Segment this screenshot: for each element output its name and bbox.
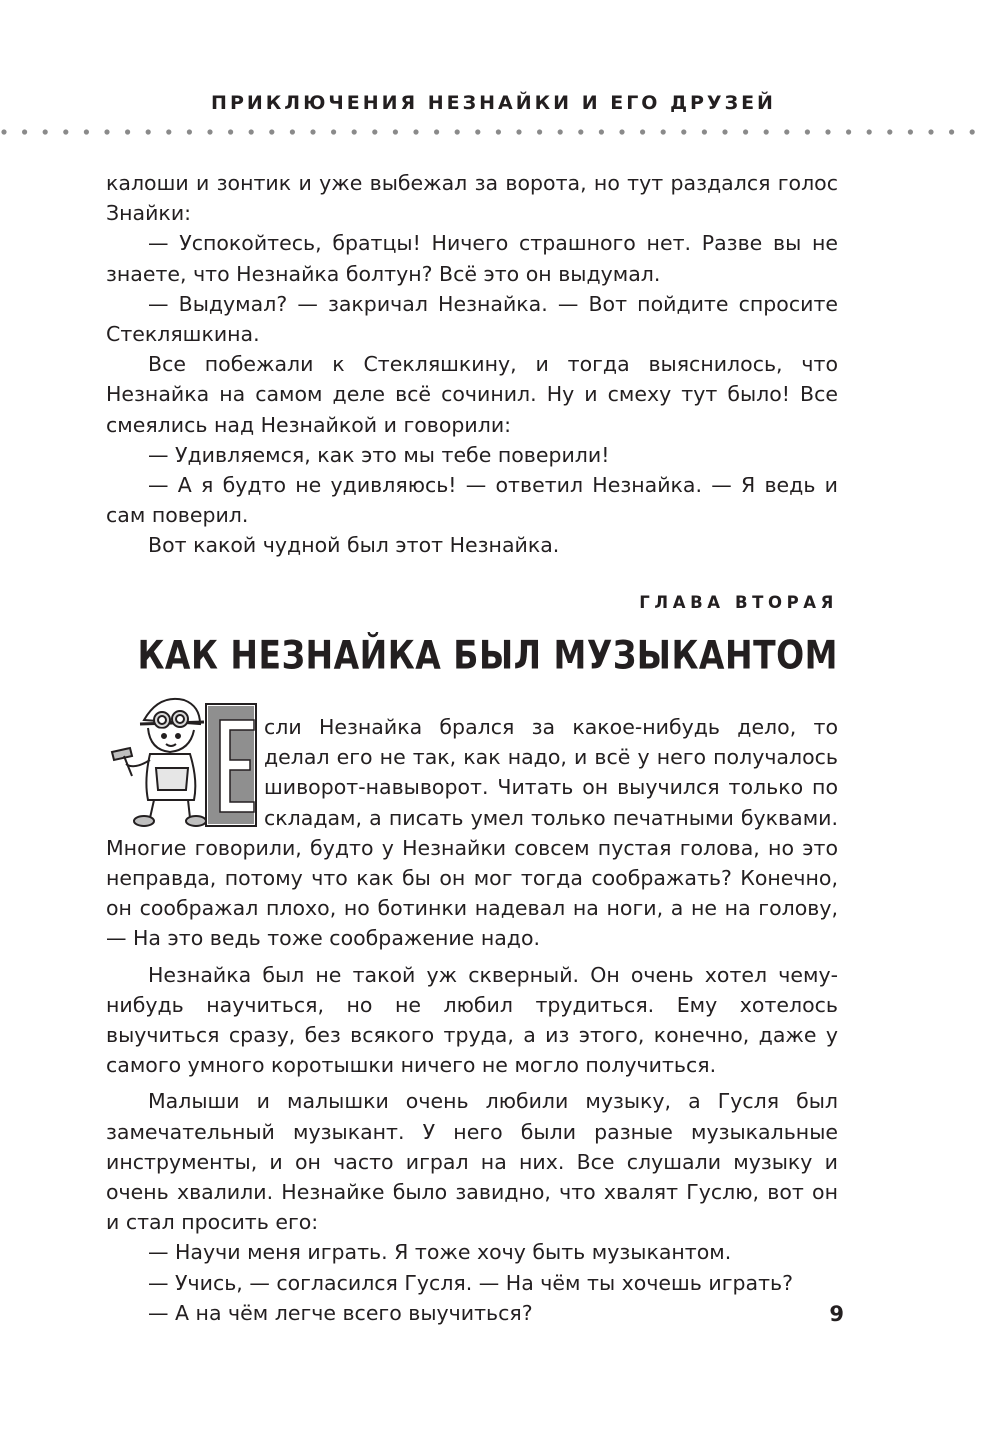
rule-dot bbox=[43, 129, 48, 134]
chapter-label: ГЛАВА ВТОРАЯ bbox=[639, 593, 838, 612]
rule-dot bbox=[331, 129, 336, 134]
rule-dot bbox=[537, 129, 542, 134]
rule-dot bbox=[619, 129, 624, 134]
rule-dot bbox=[187, 129, 192, 134]
rule-dot bbox=[249, 129, 254, 134]
rule-dot bbox=[743, 129, 748, 134]
chapter-title: КАК НЕЗНАЙКА БЫЛ МУЗЫКАНТОМ bbox=[137, 632, 838, 679]
rule-dot bbox=[949, 129, 954, 134]
rule-dot bbox=[784, 129, 789, 134]
paragraph: — Научи меня играть. Я тоже хочу быть музыкантом. bbox=[148, 1240, 732, 1265]
rule-dot bbox=[146, 129, 151, 134]
rule-dot bbox=[475, 129, 480, 134]
rule-dot bbox=[84, 129, 89, 134]
rule-dot bbox=[166, 129, 171, 134]
paragraph: — А на чём легче всего выучиться? bbox=[148, 1300, 533, 1325]
rule-dot bbox=[269, 129, 274, 134]
rule-dot bbox=[104, 129, 109, 134]
rule-dot bbox=[640, 129, 645, 134]
rule-dot bbox=[393, 129, 398, 134]
paragraph: Вот какой чудной был этот Незнайка. bbox=[148, 533, 560, 558]
rule-dot bbox=[578, 129, 583, 134]
drop-cap-letter: Е bbox=[231, 790, 232, 791]
rule-dot bbox=[825, 129, 830, 134]
paragraph: — Учись, — согласился Гусля. — На чём ты хочешь играть? bbox=[148, 1270, 793, 1295]
rule-dot bbox=[908, 129, 913, 134]
rule-dot bbox=[764, 129, 769, 134]
rule-dot bbox=[125, 129, 130, 134]
paragraph: — А я будто не удивляюсь! — ответил Незнайка. — Я ведь и сам поверил. bbox=[106, 473, 838, 528]
rule-dot bbox=[661, 129, 666, 134]
previous-section-text bbox=[106, 168, 838, 561]
chapter-text bbox=[106, 712, 838, 1328]
rule-dot bbox=[63, 129, 68, 134]
paragraph: — Выдумал? — закричал Незнайка. — Вот пойдите спросите Стекляшкина. bbox=[106, 291, 838, 347]
rule-dot bbox=[310, 129, 315, 134]
rule-dot bbox=[558, 129, 563, 134]
page-number: 9 bbox=[829, 1302, 844, 1326]
dropcap-float-space bbox=[106, 714, 264, 830]
rule-dot bbox=[867, 129, 872, 134]
rule-dot bbox=[887, 129, 892, 134]
rule-dot bbox=[599, 129, 604, 134]
paragraph: — Удивляемся, как это мы тебе поверили! bbox=[148, 442, 610, 467]
rule-dot bbox=[970, 129, 975, 134]
rule-dot bbox=[805, 129, 810, 134]
paragraph: сли Незнайка брался за какое-нибудь дело, то делал его не так, как надо, и всё у него получалось шиворот-навыворот. Читать он выучился только по складам, а писать умел только печатными буквами. Многие говорили, будто у Незнайки совсем пустая голова, но это неправда, потому что как бы он мог тогда соображать? Конечно, он соображал плохо, но ботинки надевал на ноги, а не на голову, — На это ведь тоже соображение надо. bbox=[106, 715, 838, 951]
rule-dot bbox=[928, 129, 933, 134]
rule-dot bbox=[413, 129, 418, 134]
paragraph: калоши и зонтик и уже выбежал за ворота, но тут раздался голос Знайки: bbox=[106, 171, 838, 226]
running-head: ПРИКЛЮЧЕНИЯ НЕЗНАЙКИ И ЕГО ДРУЗЕЙ bbox=[211, 92, 776, 114]
rule-dot bbox=[22, 129, 27, 134]
rule-dot bbox=[372, 129, 377, 134]
rule-dot bbox=[496, 129, 501, 134]
rule-dot bbox=[722, 129, 727, 134]
rule-dot bbox=[846, 129, 851, 134]
rule-dot bbox=[681, 129, 686, 134]
paragraph: — Успокойтесь, братцы! Ничего страшного нет. Разве вы не знаете, что Незнайка болтун? Всё это он выдумал. bbox=[106, 231, 838, 286]
rule-dot bbox=[434, 129, 439, 134]
rule-dot bbox=[352, 129, 357, 134]
rule-dot bbox=[702, 129, 707, 134]
rule-dot bbox=[207, 129, 212, 134]
paragraph: Малыши и малышки очень любили музыку, а Гусля был замечательный музыкант. У него были разные музыкальные инструменты, и он часто играл на них. Все слушали музыку и очень хвалили. Незнайке было завидно, что хвалят Гуслю, вот он и стал просить его: bbox=[106, 1089, 838, 1235]
paragraph: Незнайка был не такой уж скверный. Он очень хотел чему-нибудь научиться, но не любил трудиться. Ему хотелось выучиться сразу, без всякого труда, а из этого, конечно, даже у самого умного коротышки ничего не могло получиться. bbox=[106, 962, 838, 1078]
rule-dot bbox=[516, 129, 521, 134]
dotted-rule bbox=[0, 128, 987, 136]
rule-dot bbox=[1, 129, 6, 134]
paragraph: Все побежали к Стекляшкину, и тогда выяснилось, что Незнайка на самом деле всё сочинил. Ну и смеху тут было! Все смеялись над Незнайкой и говорили: bbox=[106, 352, 838, 437]
rule-dot bbox=[228, 129, 233, 134]
rule-dot bbox=[455, 129, 460, 134]
rule-dot bbox=[290, 129, 295, 134]
